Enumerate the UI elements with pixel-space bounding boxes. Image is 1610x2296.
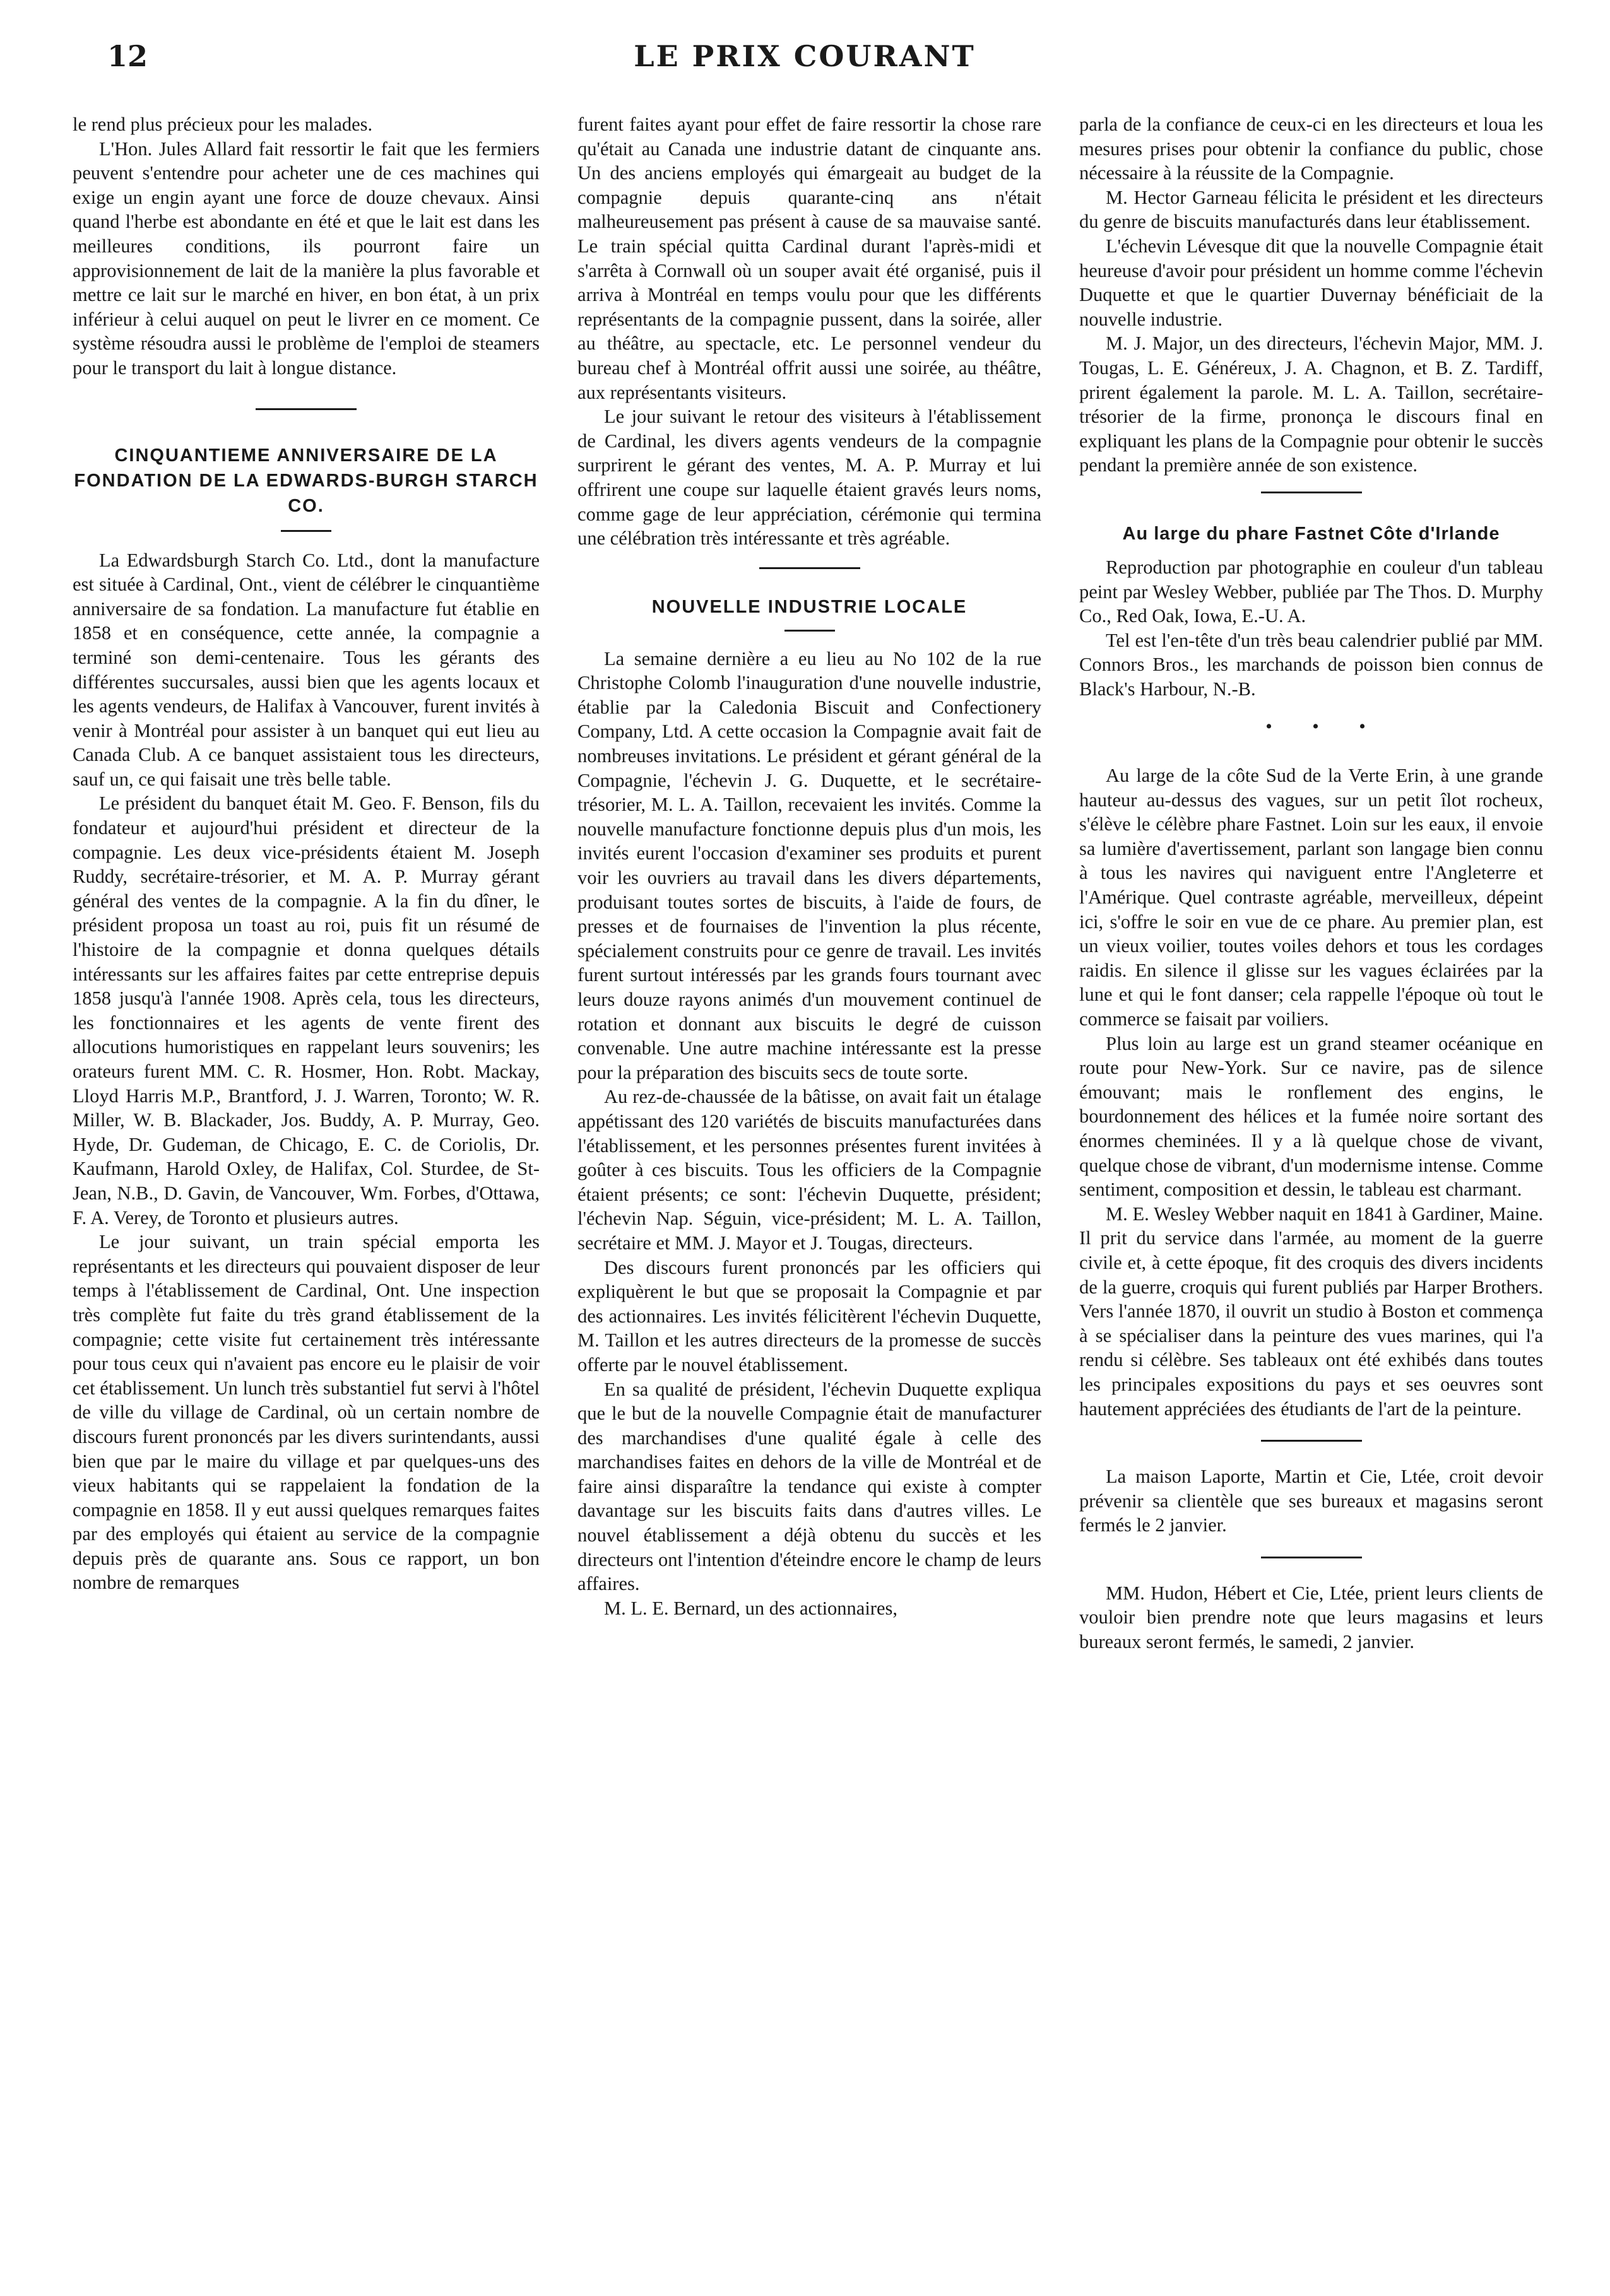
column-3 (1079, 112, 1543, 1654)
paragraph-garneau: M. Hector Garneau félicita le président et les directeurs du genre de biscuits manufacturés dans leur établissement. (1079, 186, 1543, 233)
column-1 (73, 112, 540, 1595)
paragraph-calendrier: Tel est l'en-tête d'un très beau calendrier publié par MM. Connors Bros., les marchands de poisson bien connus de Black's Harbour, N.-B. (1079, 629, 1543, 700)
paragraph-continued: parla de la confiance de ceux-ci en les directeurs et loua les mesures prises pour obtenir la confiance du public, chose nécessaire à la réussite de la Compagnie. (1079, 114, 1543, 184)
paragraph-levesque: L'échevin Lévesque dit que la nouvelle Compagnie était heureuse d'avoir pour président un homme comme l'échevin Duquette et que le quartier Duvernay bénéficiait de la nouvelle industrie. (1079, 235, 1543, 330)
paragraph-major: M. J. Major, un des directeurs, l'échevin Major, MM. J. Tougas, L. E. Généreux, J. A. Chagnon, et B. Z. Tardiff, prirent également la parole. M. L. A. Taillon, secrétaire-trésorier de la firme, prononça le discours final en expliquant les plans de la Compagnie pour obtenir le succès pendant la première année de son existence. (1079, 333, 1543, 476)
paragraph-rez-de-chaussee: Au rez-de-chaussée de la bâtisse, on avait fait un étalage appétissant des 120 variétés de biscuits manufacturées dans l'établissement, et les personnes présentes furent invitées à goûter à ces biscuits. Tous les officiers de la Compagnie étaient présents; ce sont: l'échevin Duquette, président; l'échevin Nap. Séguin, vice-président; M. L. A. Taillon, secrétaire et MM. J. Mayor et J. Tougas, directeurs. (577, 1086, 1041, 1254)
journal-title: LE PRIX COURANT (634, 39, 976, 73)
paragraph-continued: le rend plus précieux pour les malades. (73, 114, 373, 135)
paragraph-bernard: M. L. E. Bernard, un des actionnaires, (604, 1597, 897, 1619)
paragraph-discours: Des discours furent prononcés par les officiers qui expliquèrent le but que se proposait la Compagnie et par des actionnaires. Les invités félicitèrent l'échevin Duquette, M. Taillon et les autres directeurs de la promesse de succès offerte par le nouvel établissement. (577, 1256, 1041, 1375)
paragraph-continued: furent faites ayant pour effet de faire ressortir la chose rare qu'était au Canada une industrie datant de cinquante ans. Un des anciens employés qui émargeait au budget de la compagnie depuis quarante-cinq ans n'était malheureusement pas présent à cause de sa mauvaise santé. Le train spécial quitta Cardinal durant l'après-midi et s'arrêta à Cornwall où un souper avait été organisé, puis il arriva à Montréal en temps voulu pour que les différents représentants de la compagnie pussent, dans la soirée, aller au théâtre, au spectacle, etc. Le personnel vendeur du bureau chef à Montréal offrit aussi une soirée, au théâtre, aux représentants visiteurs. (577, 114, 1041, 403)
page-header (107, 39, 1502, 77)
article-heading-industrie: NOUVELLE INDUSTRIE LOCALE (651, 596, 968, 617)
paragraph-webber: M. E. Wesley Webber naquit en 1841 à Gardiner, Maine. Il prit du service dans l'armée, au moment de la guerre civile et, à cette époque, fit des croquis des divers incidents de la guerre, croquis qui furent publiés par Harper Brothers. Vers l'année 1870, il ouvrit un studio à Boston et commença à se spécialiser dans la peinture des vues marines, qui l'a rendu si célèbre. Ses tableaux ont été exhibés dans toutes les principales expositions du pays et ses oeuvres sont hautement appréciées des étudiants de l'art de la peinture. (1079, 1203, 1543, 1420)
column-2 (577, 112, 1041, 1620)
article-heading-anniversary: CINQUANTIEME ANNIVERSAIRE DE LA FONDATION DE LA EDWARDS-BURGH STARCH CO. (74, 445, 538, 516)
paragraph-president: Le président du banquet était M. Geo. F. Benson, fils du fondateur et aujourd'hui président et directeur de la compagnie. Les deux vice-présidents étaient M. Joseph Ruddy, secrétaire-trésorier, et M. A. P. Murray gérant général des ventes de la compagnie. A la fin du dîner, le président proposa un toast au roi, puis fit un résumé de l'histoire de la compagnie et donna quelques détails intéressants sur les affaires faites par cette entreprise depuis 1858 jusqu'à l'année 1908. Après cela, tous les directeurs, les fonctionnaires et les agents de vente firent des allocutions humoristiques en rappelant leurs souvenirs; les orateurs furent MM. C. R. Hosmer, Hon. Robt. Mackay, Lloyd Harris M.P., Brantford, J. J. Warren, Toronto; W. R. Miller, W. B. Blackader, Jos. Buddy, A. P. Murray, Geo. Hyde, Dr. Gudeman, de Chicago, E. C. de Coriolis, Dr. Kaufmann, Harold Oxley, de Halifax, Col. Sturdee, de St-Jean, N.B., D. Gavin, de Vancouver, Wm. Forbes, d'Ottawa, F. A. Verey, de Toronto et plusieurs autres. (73, 792, 540, 1228)
page-number: 12 (107, 39, 148, 73)
paragraph-steamer: Plus loin au large est un grand steamer océanique en route pour New-York. Sur ce navire, pas de silence émouvant; mais le ronflement des engins, le bourdonnement des hélices et la fumée noire sortant des énormes cheminées. Il y a là quelque chose de vivant, quelque chose de vibrant, d'un modernisme intense. Comme sentiment, composition et dessin, le tableau est charmant. (1079, 1032, 1543, 1201)
paragraph-reproduction: Reproduction par photographie en couleur d'un tableau peint par Wesley Webber, publiée par The Thos. D. Murphy Co., Red Oak, Iowa, E.-U. A. (1079, 556, 1543, 627)
paragraph-laporte: La maison Laporte, Martin et Cie, Ltée, croit devoir prévenir sa clientèle que ses bureaux et magasins seront fermés le 2 janvier. (1079, 1466, 1543, 1536)
paragraph-qualite: En sa qualité de président, l'échevin Duquette expliqua que le but de la nouvelle Compagnie était de manufacturer des marchandises d'une qualité égale à celle des marchandises faites en dehors de la ville de Montréal et de faire ainsi disparaître la tendance qui existe à compter davantage sur les biscuits faits dans d'autres villes. Le nouvel établissement a déjà obtenu du succès et les directeurs ont l'intention d'éteindre encore le champ de leurs affaires. (577, 1378, 1041, 1595)
paragraph-semaine: La semaine dernière a eu lieu au No 102 de la rue Christophe Colomb l'inauguration d'une nouvelle industrie, établie par la Caledonia Biscuit and Confectionery Company, Ltd. A cette occasion la Compagnie avait fait de nombreuses invitations. Le président et gérant général de la Compagnie, l'échevin J. G. Duquette, et le secrétaire-trésorier, M. L. A. Taillon, recevaient les invités. Comme la nouvelle manufacture fonctionne depuis plus d'un mois, les invités eurent l'occasion d'examiner ses produits et purent voir les ouvriers au travail dans les divers départements, produisant toutes sortes de biscuits, à l'aide de fours, de presses et de fournaises de l'invention la plus récente, spécialement construits pour ce genre de travail. Les invités furent surtout intéressés par les grands fours tournant avec leurs douze rayons animés d'un mouvement continuel de rotation et donnant aux biscuits le degré de cuisson convenable. Une autre machine intéressante est la presse pour la préparation des biscuits secs de toute sorte. (577, 647, 1041, 1083)
paragraph-edwardsburgh: La Edwardsburgh Starch Co. Ltd., dont la manufacture est située à Cardinal, Ont., vient de célébrer le cinquantième anniversaire de sa fondation. La manufacture fut établie en 1858 et en conséquence, cette année, la compagnie a terminé son demi-centenaire. Tous les gérants des différentes succursales, aussi bien que les agents locaux et les agents vendeurs, de Halifax à Vancouver, furent invités à venir à Montréal pour assister à un banquet qui eut lieu au Canada Club. A ce banquet assistaient tous les directeurs, sauf un, ce qui faisait une très belle table. (73, 549, 540, 790)
paragraph-au-large: Au large de la côte Sud de la Verte Erin, à une grande hauteur au-dessus des vagues, sur un petit îlot rocheux, s'élève le célèbre phare Fastnet. Loin sur les eaux, il envoie sa lumière d'avertissement, parlant son langage bien connu à tous les navires qui naviguent entre l'Angleterre et l'Amérique. Quel contraste agréable, merveilleux, dépeint ici, s'offre le soir en vue de ce phare. Au premier plan, est un vieux voilier, toutes voiles dehors et tous les cordages raidis. En silence il glisse sur les vagues éclairées par la lune et qui le font danser; cela rappelle l'époque où tout le commerce se faisait par voiliers. (1079, 765, 1543, 1030)
paragraph-retour: Le jour suivant le retour des visiteurs à l'établissement de Cardinal, les divers agents vendeurs de la compagnie surprirent le gérant des ventes, M. A. P. Murray et lui offrirent une coupe sur laquelle étaient gravés leurs noms, comme gage de leur appréciation, cérémonie qui termina une célébration très intéressante et très agréable. (577, 406, 1041, 550)
article-heading-fastnet: Au large du phare Fastnet Côte d'Irlande (1122, 523, 1500, 544)
paragraph-allard: L'Hon. Jules Allard fait ressortir le fait que les fermiers peuvent s'entendre pour acheter une de ces machines qui exige un engin ayant une force de douze chevaux. Ainsi quand l'herbe est abondante en été et que le lait est dans les meilleures conditions, ils pourront faire un approvisionnement de lait de la manière la plus favorable et mettre ce lait sur le marché en hiver, en bon état, à un prix inférieur à celui auquel on peut le livrer en ce moment. Ce système résoudra aussi le problème de l'emploi de steamers pour le transport du lait à longue distance. (73, 138, 540, 379)
stars-separator: • • • (1265, 716, 1383, 738)
paragraph-hudon: MM. Hudon, Hébert et Cie, Ltée, prient leurs clients de vouloir bien prendre note que leurs magasins et leurs bureaux seront fermés, le samedi, 2 janvier. (1079, 1582, 1543, 1653)
paragraph-train: Le jour suivant, un train spécial emporta les représentants et les directeurs qui pouvaient disposer de leur temps à l'établissement de Cardinal, Ont. Une inspection très complète fut faite du très grand établissement de la compagnie; cette visite fut certainement très intéressante pour tous ceux qui n'avaient pas encore eu le plaisir de voir cet établissement. Un lunch très substantiel fut servi à l'hôtel de ville du village de Cardinal, où un certain nombre de discours furent prononcés par les divers surintendants, aussi bien que par le maire du village et par quelques-uns des vieux habitants qui se rappelaient la fondation de la compagnie en 1858. Il y eut aussi quelques remarques faites par des employés qui étaient au service de la compagnie depuis près de quarante ans. Sous ce rapport, un bon nombre de remarques (73, 1231, 540, 1594)
